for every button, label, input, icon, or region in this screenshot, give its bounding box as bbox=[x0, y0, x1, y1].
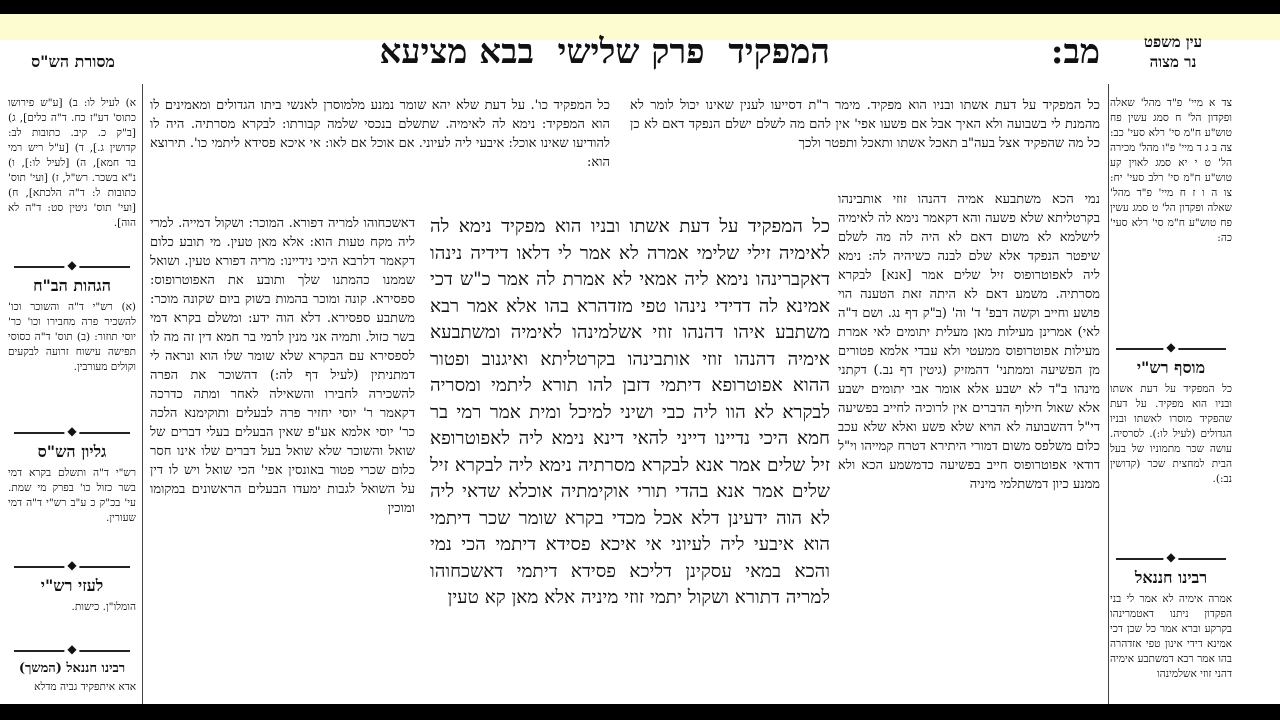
masoret-hashas-text: א) לעיל לו: ב) [ע"ש פירושו כתוס' דע"ז כח. ד"ה כלים], ג) [ב"ק כ. קיב. כתובות לב: קדושין ג.], ד) [ע"ל ריש רמי בר חמא], ה) [לעיל לו:], ו) נ"א בשכר. רש"ל, ז) [ועי' תוס' כתובות ל: ד"ה הלכתא], ח) [ועי' תוס' גיטין סט: ד"ה לא הוה]. bbox=[8, 97, 136, 229]
rashi-commentary-top: כל המפקיד כו'. על דעת שלא יהא שומר נמנע מלמוסרן לאנשי ביתו הגדולים ומאמינים לו הוא המפקיד: נימא לה לאימיה. שתשלם בנכסי שלמה קבורתו: לבקרא מסרתיה. היה לו להודיעו שאינו אוכל: איבעי ליה לעיוני. אם אוכל אם לאו: אי איכא פסידא ליתמי כו'. תירוצא הוא: bbox=[150, 98, 610, 170]
column-rule bbox=[142, 84, 143, 704]
section-divider bbox=[1110, 344, 1232, 354]
tosafot-commentary-column: נמי הכא משתבעא אמיה דהנהו זוזי אותבינהו בקרטליתא שלא פשעה והא דקאמר נימא לה לאימיה לישלמא לא משום דאם לא היה לה מה לשלם שיפטר הנפקד אלא שלם לבנה כשיהיה לה: נימא ליה לאפוטרופוס זיל שלים אמר [אנא] לבקרא מסרתיה. משמע דאם לא היתה זאת הטענה הוי פושע וחייב וקשה דבפ' ד' וה' (ב"ק דף נג. ושם ד"ה לאי) אמרינן מעילות מאן מעלית יתומים לאי אמרת מעילות אפוטרופוס ממעטי ולא עבדי אלמא פטורים מן הפשיעה וממתני' דהמזיק (גיטין דף נב.) דקתני מינהו ב"ד לא ישבע אלא אומר אבי יתומים ישבע אלא שאול חילוף הדברים אין לרוכיה לחייב בפשיעה די"ל דהשבועה לא הויא שלא פשע ואלא שלא עכב כלום משלפס משום דמורי היתירא דטרח קמייהו וי"ל דודאי אפוטרופוס חייב בפשיעה כדמשמע הכא ולא ממנע כיון דמשתלמי מיניה bbox=[838, 192, 1100, 492]
talmud-page bbox=[0, 14, 1280, 704]
musaf-rashi-title: מוסף רש"י bbox=[1136, 358, 1206, 377]
section-divider bbox=[8, 262, 136, 272]
ein-mishpat-text: צד א מיי' פ"ד מהל' שאלה ופקדון הל' ח סמג עשין פח טוש"ע ח"מ סי' רלא סעי' כב: צה ב ג ד מיי' פ"ו מהל' מכירה הל' ט י יא סמג לאוין קע טוש"ע ח"מ סי' רלב סעי' יח: צו ה ו ז ח מיי' פ"ד מהל' שאלה ופקדון הל' ט סמג עשין פח טוש"ע ח"מ סי' רלא סעי' כה: bbox=[1110, 97, 1232, 244]
rabbeinu-chananel-continued-section bbox=[8, 646, 136, 695]
masoret-hashas-header: מסורת הש"ס bbox=[31, 52, 115, 71]
page-title: המפקיד פרק שלישי בבא מציעא bbox=[379, 32, 830, 72]
hagahot-habach-text: (א) רש"י ד"ה והשוכר וכו' להשכיר פרה מחבירו וכו' כר' יוסי תוזור: (ב) תוס' ד"ה כסוסי תפישה עישוח זרועה לבקעים וקולים מעורבין. bbox=[8, 301, 136, 373]
section-divider bbox=[8, 428, 136, 438]
rashi-commentary-column: דאשכחוהו למריה דפורא. המוכר: ושקול דמייה. למרי ליה מקח טעות הוא: אלא מאן טעין. מי תובע כלום דקאמר דלרבא היכי נידיינו: מריה דפורא טעין. ושואל שממנו כהמתנו שלך ותובע את האפוטרופוס: ספסירא. קונה ומוכר בהמות בשוק ביום שקונה מוכר: משתבע ספסירא. דלא הוה ידע: ומשלם בקרא דמי בשר כזול. ותמיה אני מנין לרמי בר חמא דין זה מה לו לספסירא עם הבקרא שלא שומר שלו הוא ונראה לי דמתניתין (לעיל דף לה:) דהשוכר את הפרה להשכירה לחבירו והשאילה לאחר ומתה כדרכה דקאמר ר' יוסי יחזיר פרה לבעלים ותוקימנא הלכה כר' יוסי אלמא אע"פ שאין הבעלים בעלי דברים של שואל והשוכר שלא שואל בעל דברים שלו אינו חסר כלום שכרי פטור באונסין אפי' הכי שואל ויש לו דין על השואל לגבות ימעדו הבעלים הראשונים במקומו ומוכין bbox=[150, 216, 415, 516]
gilyon-hashas-section bbox=[8, 428, 136, 526]
laazei-rashi-section bbox=[8, 562, 136, 615]
rabbeinu-chananel-section bbox=[1110, 554, 1232, 682]
page-number: מב: bbox=[1050, 32, 1100, 72]
laazei-rashi-title: לעזי רש"י bbox=[40, 576, 104, 595]
rabbeinu-chananel-title: רבינו חננאל bbox=[1134, 568, 1208, 587]
section-divider bbox=[8, 562, 136, 572]
gemara-main-text: כל המפקיד על דעת אשתו ובניו הוא מפקיד נימא לה לאימיה זילי שלימי אמרה לא אמר לי דלאו דידיה נינהו דאקברינהו נימא ליה אמאי לא אמרת לה אמר כ"ש דכי אמינא לה דדידי נינהו טפי מזדהרא בהו אלא אמר רבא משתבע איהו דהנהו זוזי אשלמינהו לאימיה ומשתבעא אימיה דהנהו זוזי אותבינהו בקרטליתא ואיגנוב ופטור ההוא אפוטרופא דיתמי דזבן להו תורא ליתמי ומסריה לבקרא לא הוו ליה כבי ושיני למיכל ומית אמר רמי בר חמא היכי נדיינו דייני להאי דינא נימא ליה לאפוטרופא זיל שלים אמר אנא לבקרא מסרתיה נימא ליה לבקרא זיל שלים אמר אנא בהדי תורי אוקימתיה אוכלא שדאי ליה לא הוה ידעינן דלא אכל מכדי בקרא שומר שכר דיתמי הוא איבעי ליה לעיוני אי איכא פסידא דיתמי הכי נמי והכא במאי עסקינן דליכא פסידא דיתמי דאשכחוהו למריה דתורא ושקול יתמי זוזי מיניה אלא מאן קא טעין bbox=[430, 216, 830, 608]
section-divider bbox=[1110, 554, 1232, 564]
ein-mishpat-label: עין משפט bbox=[1143, 33, 1203, 51]
rabbeinu-chananel-continued-text: אדא איתפקיד גביה מדלא bbox=[34, 681, 136, 693]
gilyon-hashas-title: גליון הש"ס bbox=[37, 442, 107, 461]
musaf-rashi-section bbox=[1110, 344, 1232, 487]
section-divider bbox=[8, 646, 136, 656]
musaf-rashi-text: כל המפקיד על דעת אשתו ובניו הוא מפקיד. על דעת שהפקיד מוסרו לאשתו ובניו הגדולים (לעיל לו:). לסרסיה. עושה שכר מתמוניו של בעל הבית למחצית שכר (קדושין נב:). bbox=[1110, 383, 1232, 485]
tosafot-commentary-top: כל המפקיד על דעת אשתו ובניו הוא מפקיד. מימר ר"ת דסייעו לענין שאינו יכול לומר לא מהמנת לי בשבועה ולא האיך אבל אם פשעו אפי' אין להם מה לשלם ישלם הנפקד דאם לא כן כל מה שהפקיד אצל בעה"ב תאכל אשתו ותאכל ותפטר ולכך bbox=[630, 98, 1100, 151]
laazei-rashi-text: הומלו"ן. כישות. bbox=[71, 601, 136, 613]
column-rule bbox=[1108, 84, 1109, 704]
rabbeinu-chananel-continued-title: רבינו חננאל (המשך) bbox=[18, 661, 126, 676]
gilyon-hashas-text: רש"י ד"ה ותשלם בקרא דמי בשר כזול כו' בפרק מי שמת. עי' בכ"ק כ ע"ב רש"י ד"ה דמי שעורין. bbox=[8, 467, 136, 524]
hagahot-habach-title: הגהות הב"ח bbox=[33, 276, 111, 295]
ein-mishpat-header bbox=[1118, 32, 1228, 72]
ner-mitzva-label: נר מצוה bbox=[1149, 53, 1197, 71]
rabbeinu-chananel-text: אמרה אימיה לא אמר לי בני הפקדון ניתנו דאטמרינהו בקרקע וברא אמר כל שכן דכי אמינא דידי אינון טפי אזדהרה בהו אמר רבא דמשתבע אימיה דהני זוזי אשלמינהו bbox=[1110, 593, 1232, 680]
top-letterbox-bar bbox=[0, 0, 1280, 14]
hagahot-habach-section bbox=[8, 262, 136, 375]
bottom-letterbox-bar bbox=[0, 704, 1280, 720]
